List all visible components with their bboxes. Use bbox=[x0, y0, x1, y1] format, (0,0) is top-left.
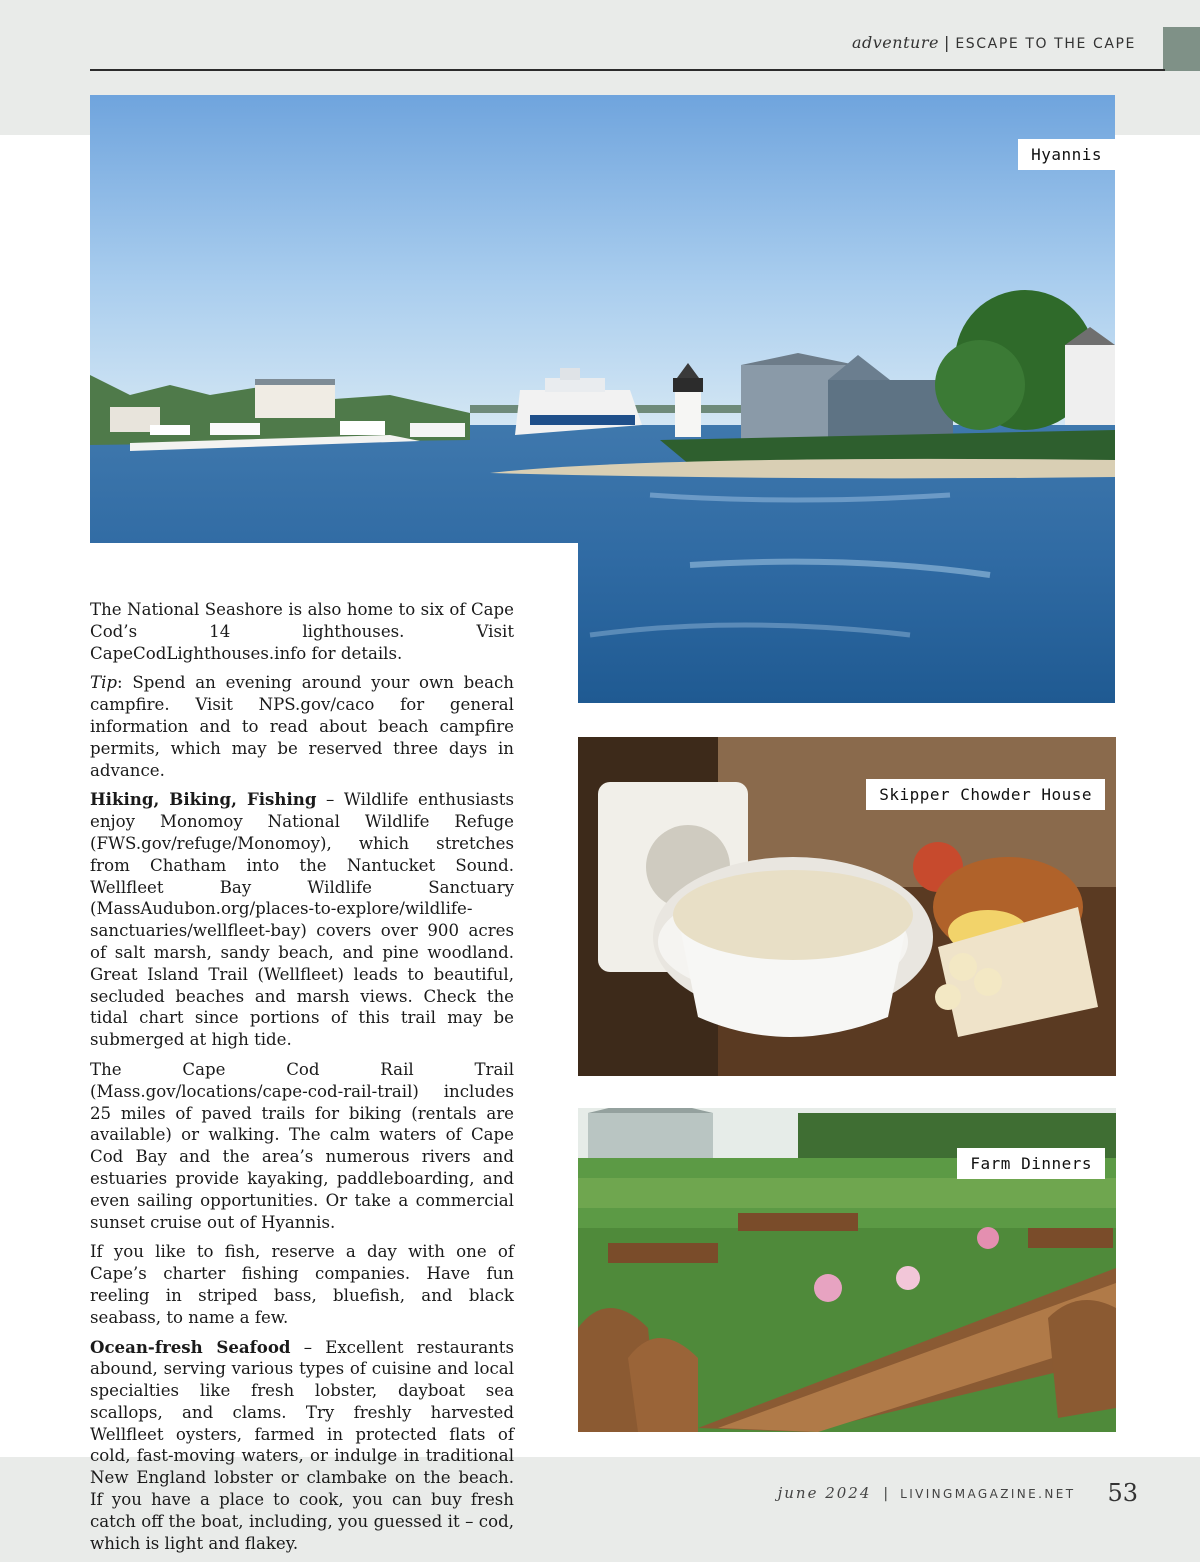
article-paragraph bbox=[90, 1337, 514, 1555]
paragraph-text: – Excellent restaurants abound, serving various types of cuisine and local specialties like fresh lobster, dayboat sea scallops, and clams. Try freshly harvested Wellfleet oysters, farmed in protected flats of cold, fast-moving waters, or indulge in traditional New England lobster or clambake on the beach. If you have a place to cook, you can buy fresh catch off the boat, including, you guessed it – cod, which is light and flakey. bbox=[90, 1337, 514, 1553]
article-paragraph bbox=[90, 1059, 514, 1233]
paragraph-text: The National Seashore is also home to six of Cape Cod’s 14 lighthouses. Visit CapeCodLighthouses.info for details. bbox=[90, 600, 514, 663]
paragraph-text: If you like to fish, reserve a day with one of Cape’s charter fishing companies. Have fun reeling in striped bass, bluefish, and black seabass, to name a few. bbox=[90, 1242, 514, 1327]
running-header bbox=[852, 33, 1136, 52]
photo-caption-farm-dinners: Farm Dinners bbox=[957, 1148, 1105, 1179]
article-paragraph bbox=[90, 789, 514, 1051]
header-accent-tab bbox=[1163, 27, 1200, 71]
section-lead-seafood: Ocean-fresh Seafood bbox=[90, 1336, 291, 1357]
paragraph-text: The Cape Cod Rail Trail (Mass.gov/locations/cape-cod-rail-trail) includes 25 miles of paved trails for biking (rentals are available) or walking. The calm waters of Cape Cod Bay and the area’s numerous rivers and estuaries provide kayaking, paddleboarding, and even sailing opportunities. Or take a commercial sunset cruise out of Hyannis. bbox=[90, 1059, 514, 1232]
article-body bbox=[90, 599, 514, 1562]
header-separator: | bbox=[943, 33, 951, 52]
article-paragraph bbox=[90, 1241, 514, 1328]
header-title: ESCAPE TO THE CAPE bbox=[955, 36, 1136, 52]
paragraph-text: : Spend an evening around your own beach campfire. Visit NPS.gov/caco for general information and to read about beach campfire permits, which may be reserved three days in advance. bbox=[90, 673, 514, 780]
photo-caption-hyannis: Hyannis bbox=[1018, 139, 1115, 170]
page-footer bbox=[777, 1476, 1138, 1507]
issue-date: june 2024 bbox=[777, 1484, 872, 1502]
photo-caption-skipper-chowder-house: Skipper Chowder House bbox=[866, 779, 1105, 810]
page-number: 53 bbox=[1107, 1479, 1138, 1507]
section-lead-hiking: Hiking, Biking, Fishing bbox=[90, 789, 317, 810]
header-category: adventure bbox=[851, 33, 939, 52]
tip-lead: Tip bbox=[90, 673, 117, 693]
article-paragraph bbox=[90, 672, 514, 781]
paragraph-text: – Wildlife enthusiasts enjoy Monomoy National Wildlife Refuge (FWS.gov/refuge/Monomoy), which stretches from Chatham into the Nantucket Sound. Wellfleet Bay Wildlife Sanctuary (MassAudubon.org/places-to-explore/wildlife-sanctuaries/wellfleet-bay) covers over 900 acres of salt marsh, sandy beach, and pine woodland. Great Island Trail (Wellfleet) leads to beautiful, secluded beaches and marsh views. Check the tidal chart since portions of this trail may be submerged at high tide. bbox=[90, 790, 514, 1050]
footer-separator: | bbox=[883, 1486, 889, 1502]
header-rule bbox=[90, 69, 1165, 71]
website-link[interactable]: LIVINGMAGAZINE.NET bbox=[900, 1487, 1076, 1501]
article-paragraph bbox=[90, 599, 514, 664]
